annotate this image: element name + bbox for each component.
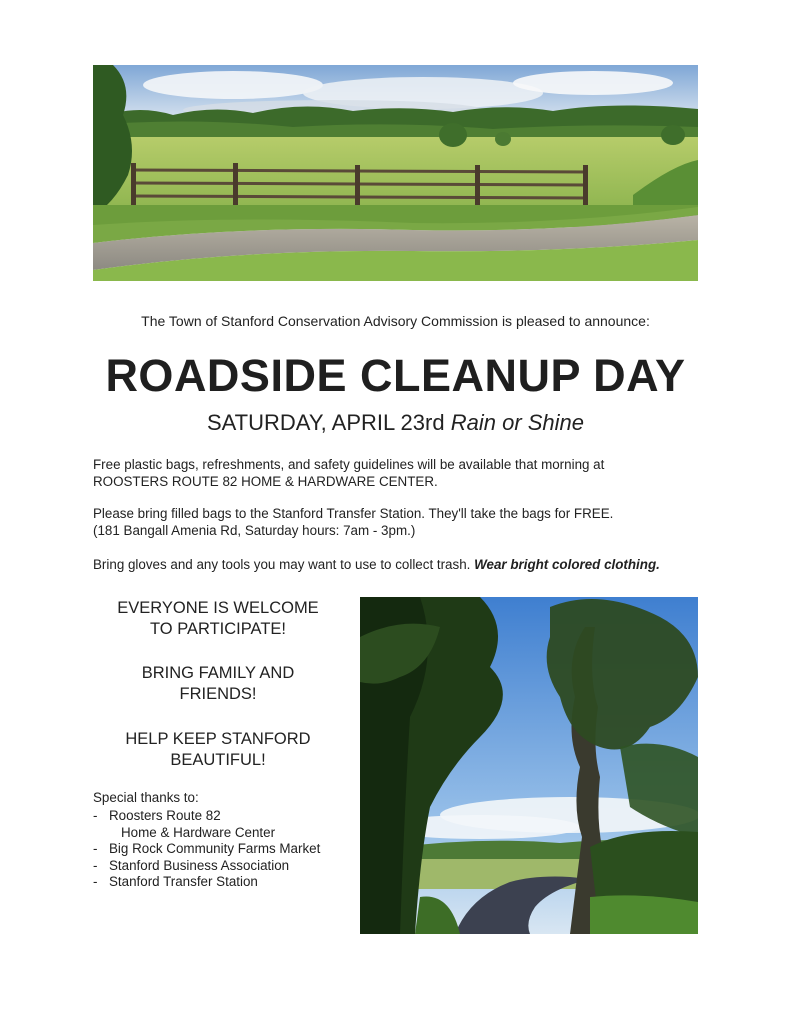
family-line-2: FRIENDS!: [179, 685, 257, 703]
gear-text: Bring gloves and any tools you may want to use to collect trash.: [93, 557, 471, 572]
thanks-list: [93, 808, 358, 891]
clothing-emphasis: Wear bright colored clothing.: [474, 557, 660, 572]
supplies-paragraph: [93, 456, 703, 490]
beautiful-line-2: BEAUTIFUL!: [170, 751, 266, 769]
dropoff-line-2: (181 Bangall Amenia Rd, Saturday hours: 7am - 3pm.): [93, 523, 416, 538]
thanks-item-roosters: Roosters Route 82: [109, 808, 221, 823]
thanks-item-big-rock: Big Rock Community Farms Market: [109, 841, 321, 856]
list-item: [93, 841, 358, 858]
supplies-line-2: ROOSTERS ROUTE 82 HOME & HARDWARE CENTER.: [93, 474, 438, 489]
family-line-1: BRING FAMILY AND: [141, 664, 295, 682]
event-date-line: [93, 410, 698, 436]
welcome-callout: [93, 598, 343, 640]
event-headline: ROADSIDE CLEANUP DAY: [105, 350, 686, 401]
thanks-item-roosters-sub: Home & Hardware Center: [121, 824, 276, 840]
thanks-item-transfer-station: Stanford Transfer Station: [109, 874, 258, 889]
list-item: [93, 858, 358, 875]
welcome-line-1: EVERYONE IS WELCOME: [117, 599, 319, 617]
intro-text: The Town of Stanford Conservation Advisory Commission is pleased to announce:: [141, 313, 650, 329]
welcome-line-2: TO PARTICIPATE!: [150, 620, 286, 638]
supplies-line-1: Free plastic bags, refreshments, and safety guidelines will be available that morning at: [93, 457, 605, 472]
list-item: [93, 874, 358, 891]
beautiful-callout: [93, 729, 343, 771]
dropoff-paragraph: [93, 505, 703, 539]
weather-note: Rain or Shine: [450, 410, 585, 435]
dropoff-line-1: Please bring filled bags to the Stanford Transfer Station. They'll take the bags for FREE.: [93, 506, 614, 521]
event-date: SATURDAY, APRIL 23rd: [206, 410, 445, 435]
country-road-photo: [360, 597, 698, 934]
family-callout: [93, 663, 343, 705]
gear-paragraph: [93, 556, 703, 573]
meadow-photo: [93, 65, 698, 281]
thanks-title: Special thanks to:: [93, 790, 199, 805]
beautiful-line-1: HELP KEEP STANFORD: [125, 730, 311, 748]
list-item: [93, 808, 358, 841]
thanks-item-business-assoc: Stanford Business Association: [109, 857, 290, 873]
